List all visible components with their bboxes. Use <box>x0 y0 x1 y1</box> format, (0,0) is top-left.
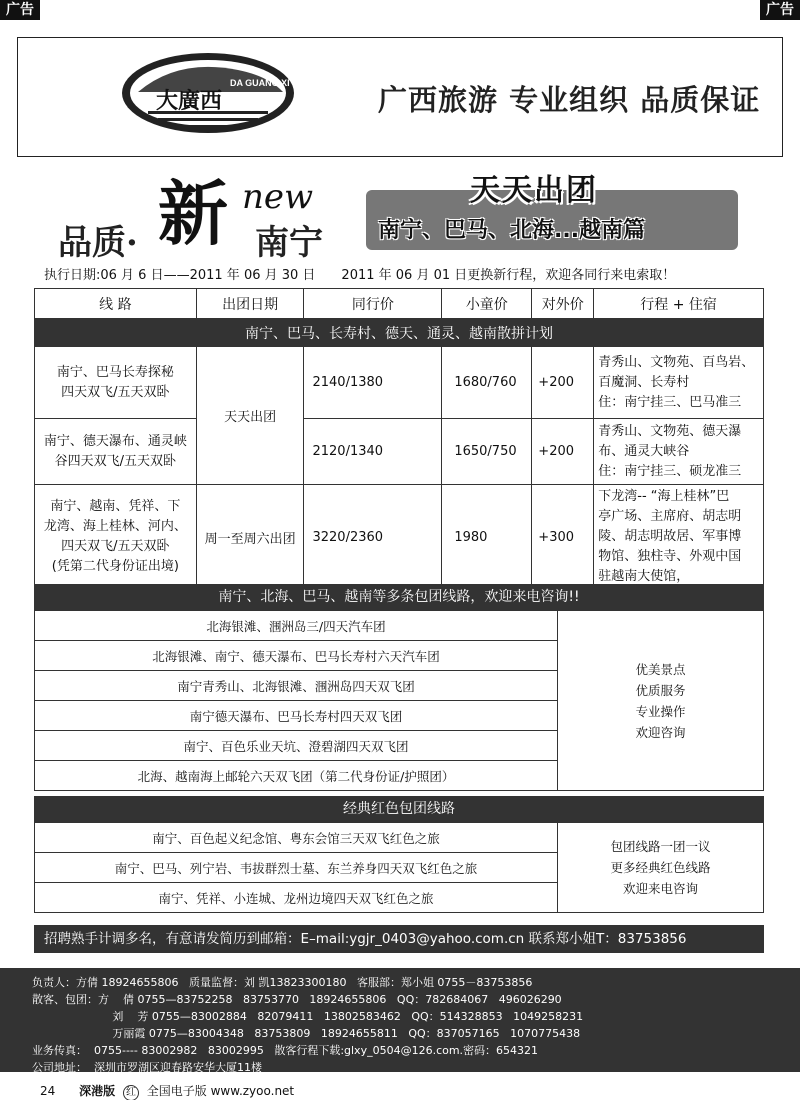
side-line: 包团线路一团一议 <box>610 839 711 854</box>
footer-line: 公司地址： 深圳市罗湖区迎春路安华大厦11楼 <box>32 1061 262 1074</box>
side-line: 欢迎来电咨询 <box>622 881 698 896</box>
brand-script-en: new <box>242 177 314 217</box>
col-route: 线 路 <box>35 289 197 319</box>
table-header-row <box>35 289 764 319</box>
route-cell: 南宁、巴马长寿探秘 四天双飞/五天双卧 <box>35 347 197 419</box>
price-table <box>34 288 764 590</box>
charter-side-box <box>558 611 764 791</box>
logo-slogan: 广西旅游 专业组织 品质保证 <box>378 83 761 117</box>
side-line: 欢迎咨询 <box>635 724 686 740</box>
ad-tag-left: 广告 <box>0 0 40 20</box>
table-row <box>35 419 764 485</box>
footer-line: 负责人：方倩 18924655806 质量监督：刘 凯13823300180 客服部：郑小姐 0755－83753856 <box>32 976 533 989</box>
daguangxi-logo <box>118 48 298 138</box>
footer-line: 业务传真： 0755---- 83002982 83002995 散客行程下载:glxy_0504@126.com.密码：654321 <box>32 1044 539 1057</box>
footer-line: 散客、包团：方 倩 0755—83752258 83753770 18924655806 QQ：782684067 496026290 <box>32 993 562 1006</box>
itinerary-notice: 2011 年 06 月 01 日更换新行程，欢迎各同行来电索取！ <box>341 268 676 283</box>
red-item: 南宁、凭祥、小连城、龙州边境四天双飞红色之旅 <box>35 883 558 913</box>
page-number: 24 <box>40 1084 56 1098</box>
side-line: 优美景点 <box>635 661 686 677</box>
charter-item: 北海银滩、南宁、德天瀑布、巴马长寿村六天汽车团 <box>35 641 558 671</box>
itinerary-cell: 下龙湾-- “海上桂林”巴 亭广场、主席府、胡志明 陵、胡志明故居、军事博 物馆、独柱寺、外观中国 驻越南大使馆， <box>594 485 764 590</box>
itinerary-cell: 青秀山、文物苑、百鸟岩、 百魔洞、长寿村 住：南宁挂三、巴马准三 <box>594 347 764 419</box>
child-price-cell: 1980 <box>442 485 532 590</box>
edition-label: 深港版 <box>79 1084 116 1098</box>
col-child-price: 小童价 <box>442 289 532 319</box>
itinerary-cell: 青秀山、文物苑、德天瀑 布、通灵大峡谷 住：南宁挂三、硕龙准三 <box>594 419 764 485</box>
child-price-cell: 1650/750 <box>442 419 532 485</box>
charter-item: 南宁、百色乐业天坑、澄碧湖四天双飞团 <box>35 731 558 761</box>
red-badge: 红 <box>123 1085 139 1100</box>
band-text: 南宁、巴马、长寿村、德天、通灵、越南散拼计划 <box>35 319 764 347</box>
route-cell: 南宁、越南、凭祥、下 龙湾、海上桂林、河内、 四天双飞/五天双卧 (凭第二代身份证出境) <box>35 485 197 590</box>
execution-period: 执行日期:06 月 6 日——2011 年 06 月 30 日 <box>44 268 316 283</box>
contact-footer <box>0 968 800 1072</box>
charter-item: 南宁青秀山、北海银滩、涠洲岛四天双飞团 <box>35 671 558 701</box>
trade-price-cell: 2120/1340 <box>304 419 442 485</box>
departs-cell: 天天出团 <box>196 347 304 485</box>
red-tour-section <box>34 796 764 913</box>
departs-cell: 周一至周六出团 <box>196 485 304 590</box>
red-item: 南宁、巴马、列宁岩、韦拔群烈士墓、东兰养身四天双飞红色之旅 <box>35 853 558 883</box>
logo-en-text: DA GUANG XI <box>230 78 290 88</box>
charter-item: 北海银滩、涠洲岛三/四天汽车团 <box>35 611 558 641</box>
table-row <box>35 485 764 590</box>
col-trade-price: 同行价 <box>304 289 442 319</box>
trade-price-cell: 3220/2360 <box>304 485 442 590</box>
col-itinerary: 行程 + 住宿 <box>594 289 764 319</box>
date-line <box>44 264 675 283</box>
table-row <box>35 347 764 419</box>
charter-list <box>34 610 764 791</box>
charter-item: 南宁德天瀑布、巴马长寿村四天双飞团 <box>35 701 558 731</box>
footer-line: 刘 芳 0755—83002884 82079411 13802583462 QQ：514328853 1049258231 <box>32 1010 584 1023</box>
site-link[interactable]: 全国电子版 www.zyoo.net <box>146 1084 295 1098</box>
charter-item: 北海、越南海上邮轮六天双飞团（第二代身份证/护照团） <box>35 761 558 791</box>
banner-subtitle: 南宁、巴马、北海...越南篇 <box>378 218 646 243</box>
red-item: 南宁、百色起义纪念馆、粤东会馆三天双飞红色之旅 <box>35 823 558 853</box>
recruit-bar: 招聘熟手计调多名，有意请发简历到邮箱：E–mail:ygjr_0403@yahoo.com.cn 联系郑小姐T：83753856 <box>34 925 764 953</box>
retail-price-cell: +300 <box>532 485 594 590</box>
banner-title: 天天出团 <box>470 173 598 208</box>
red-band: 经典红色包团线路 <box>34 796 764 822</box>
charter-section <box>34 584 764 791</box>
logo-banner <box>17 37 783 157</box>
col-departs: 出团日期 <box>196 289 304 319</box>
logo-cn-text: 大廣西 <box>156 88 223 114</box>
list-item <box>35 611 764 641</box>
side-line: 更多经典红色线路 <box>610 860 711 875</box>
footer-line: 万丽霞 0775—83004348 83753809 18924655811 QQ：837057165 1070775438 <box>32 1027 581 1040</box>
retail-price-cell: +200 <box>532 347 594 419</box>
retail-price-cell: +200 <box>532 419 594 485</box>
child-price-cell: 1680/760 <box>442 347 532 419</box>
col-retail-price: 对外价 <box>532 289 594 319</box>
brand-left-text: 品质· <box>58 223 138 263</box>
trade-price-cell: 2140/1380 <box>304 347 442 419</box>
side-line: 优质服务 <box>635 682 686 698</box>
table-band-row <box>35 319 764 347</box>
brand-right-text: 南宁 <box>255 223 323 263</box>
list-item <box>35 823 764 853</box>
side-line: 专业操作 <box>635 703 686 719</box>
page-footer <box>40 1082 294 1100</box>
route-cell: 南宁、德天瀑布、通灵峡 谷四天双飞/五天双卧 <box>35 419 197 485</box>
red-side-box <box>558 823 764 913</box>
brand-script-cn: 新 <box>158 172 228 248</box>
red-list <box>34 822 764 913</box>
charter-band: 南宁、北海、巴马、越南等多条包团线路，欢迎来电咨询!! <box>34 584 764 610</box>
ad-tag-right: 广告 <box>760 0 800 20</box>
